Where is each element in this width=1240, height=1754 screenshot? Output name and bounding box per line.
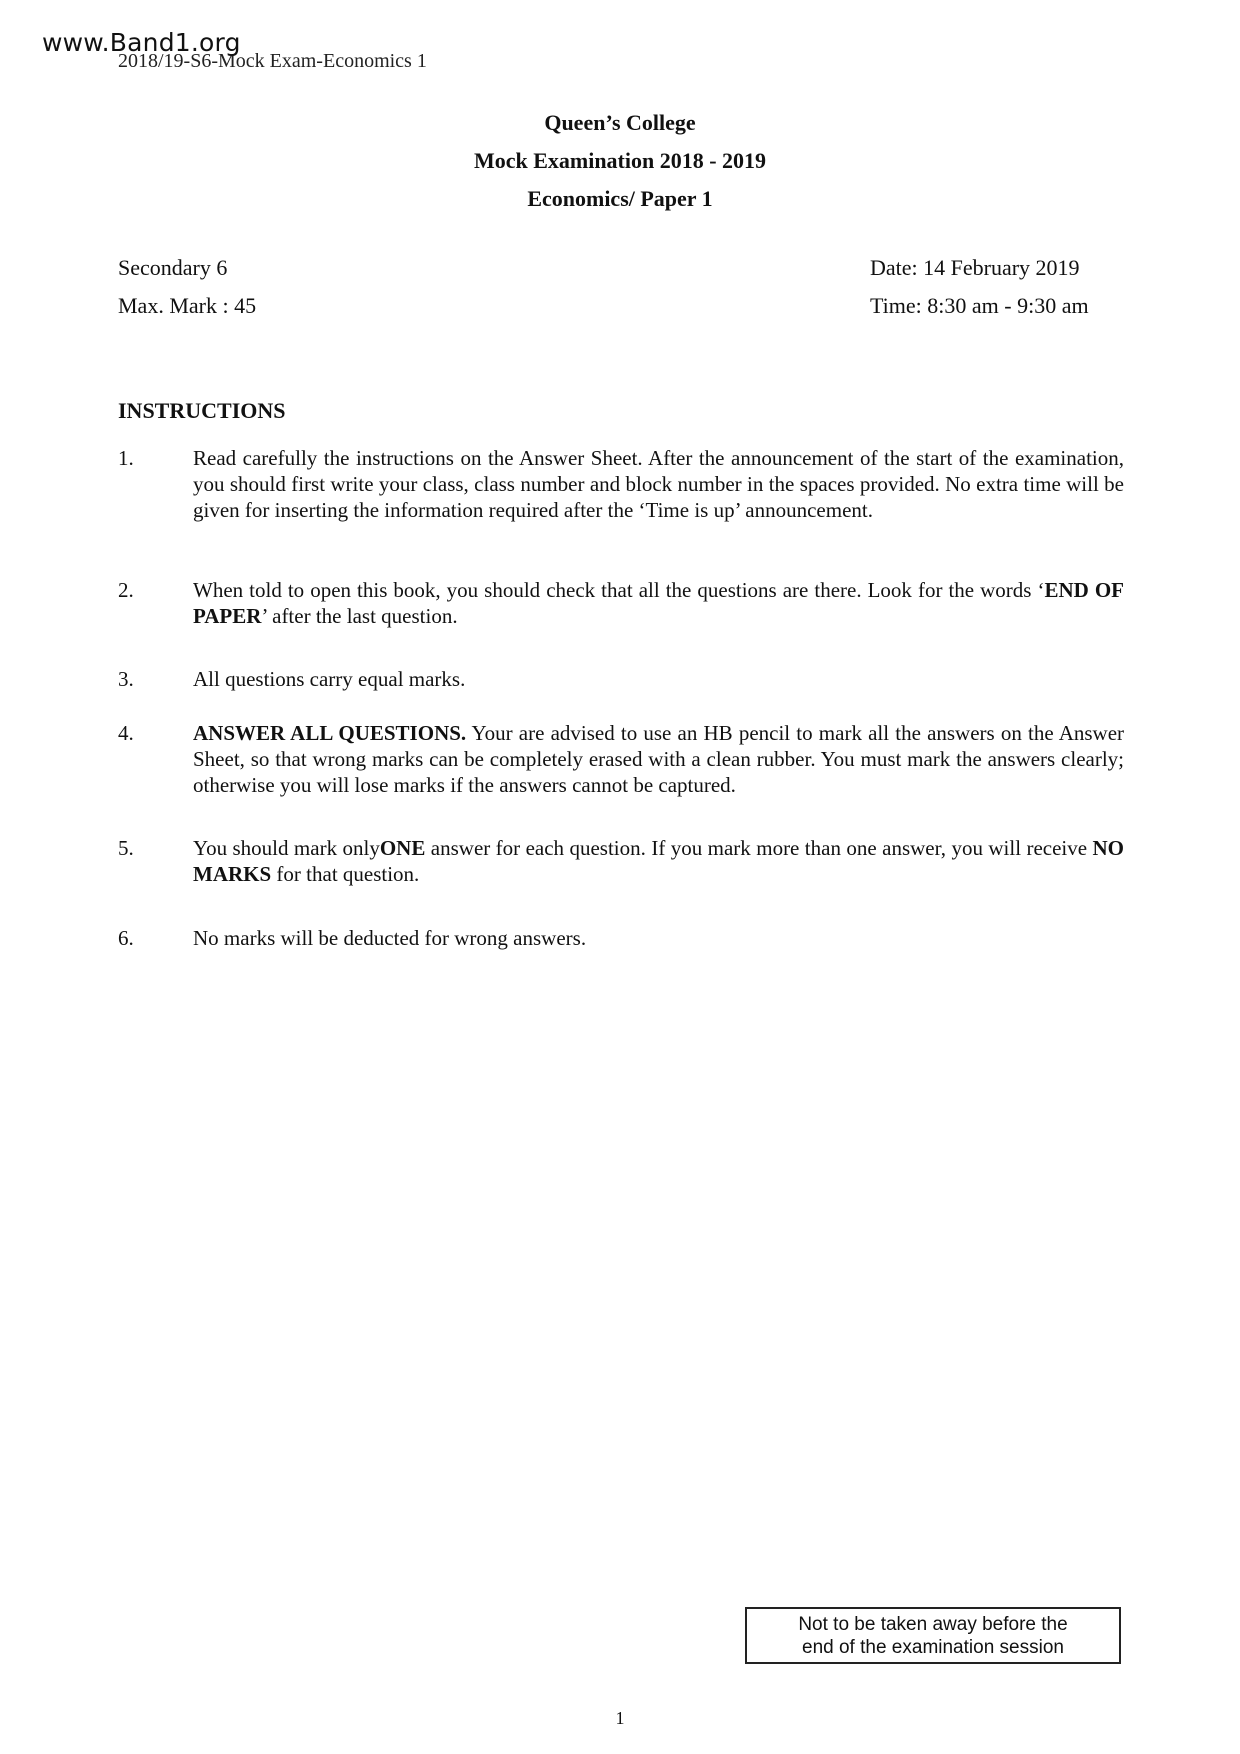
- notice-line: Not to be taken away before the: [798, 1614, 1068, 1635]
- instruction-number: 4.: [118, 721, 134, 745]
- instruction-text: [193, 835, 1124, 887]
- instruction-text-part: When told to open this book, you should check that all the questions are there. Look for the words ‘: [193, 578, 1045, 602]
- instruction-item: [118, 835, 1124, 887]
- instruction-text-part: Your are advised to use an HB pencil to mark all the answers on the Answer Sheet, so that wrong marks can be completely erased with a clean rubber. You must mark the answers clearly; otherwise you will lose marks if the answers cannot be captured.: [193, 721, 1125, 797]
- instruction-number: 6.: [118, 926, 134, 950]
- notice-box: [745, 1607, 1121, 1664]
- instruction-item: [118, 445, 1124, 523]
- instruction-emphasis: END OF PAPER: [193, 578, 1125, 628]
- instruction-text: All questions carry equal marks.: [193, 667, 466, 691]
- max-mark-label: Max. Mark : 45: [118, 293, 257, 318]
- level-label: Secondary 6: [118, 255, 228, 280]
- instruction-number: 5.: [118, 836, 134, 860]
- instruction-number: 3.: [118, 667, 134, 691]
- instruction-text: No marks will be deducted for wrong answers.: [193, 926, 587, 950]
- instruction-emphasis: ONE: [379, 836, 426, 860]
- title-block: [0, 104, 1240, 218]
- running-header: 2018/19-S6-Mock Exam-Economics 1: [118, 50, 427, 72]
- notice-line: end of the examination session: [802, 1637, 1064, 1658]
- school-name: Queen’s College: [544, 110, 696, 135]
- date-label: Date: 14 February 2019: [870, 255, 1080, 280]
- time-label: Time: 8:30 am - 9:30 am: [870, 293, 1089, 318]
- instruction-text: Read carefully the instructions on the Answer Sheet. After the announcement of the start of the examination, you should first write your class, class number and block number in the spaces provided. No extra time will be given for inserting the information required after the ‘Time is up’ announcement.: [193, 446, 1124, 522]
- exam-title: Mock Examination 2018 - 2019: [473, 148, 767, 173]
- watermark: www.Band1.org: [42, 28, 241, 57]
- instruction-text-part: You should mark only: [193, 836, 380, 860]
- instruction-text: [193, 577, 1124, 629]
- instruction-emphasis: ANSWER ALL QUESTIONS.: [193, 721, 467, 745]
- instruction-text-part: for that question.: [271, 862, 420, 886]
- instruction-item: [118, 666, 1124, 692]
- instruction-item: [118, 577, 1124, 629]
- instruction-text: [193, 720, 1124, 798]
- instruction-item: [118, 720, 1124, 798]
- paper-title: Economics/ Paper 1: [527, 186, 713, 211]
- instruction-emphasis: NO MARKS: [193, 836, 1124, 886]
- instruction-number: 1.: [118, 446, 134, 470]
- page-number: 1: [615, 1708, 625, 1728]
- instruction-text-part: ’ after the last question.: [261, 604, 458, 628]
- instruction-item: [118, 925, 1124, 951]
- instruction-number: 2.: [118, 578, 134, 602]
- instructions-heading: INSTRUCTIONS: [118, 398, 286, 423]
- instruction-text-part: answer for each question. If you mark more than one answer, you will receive: [425, 836, 1093, 860]
